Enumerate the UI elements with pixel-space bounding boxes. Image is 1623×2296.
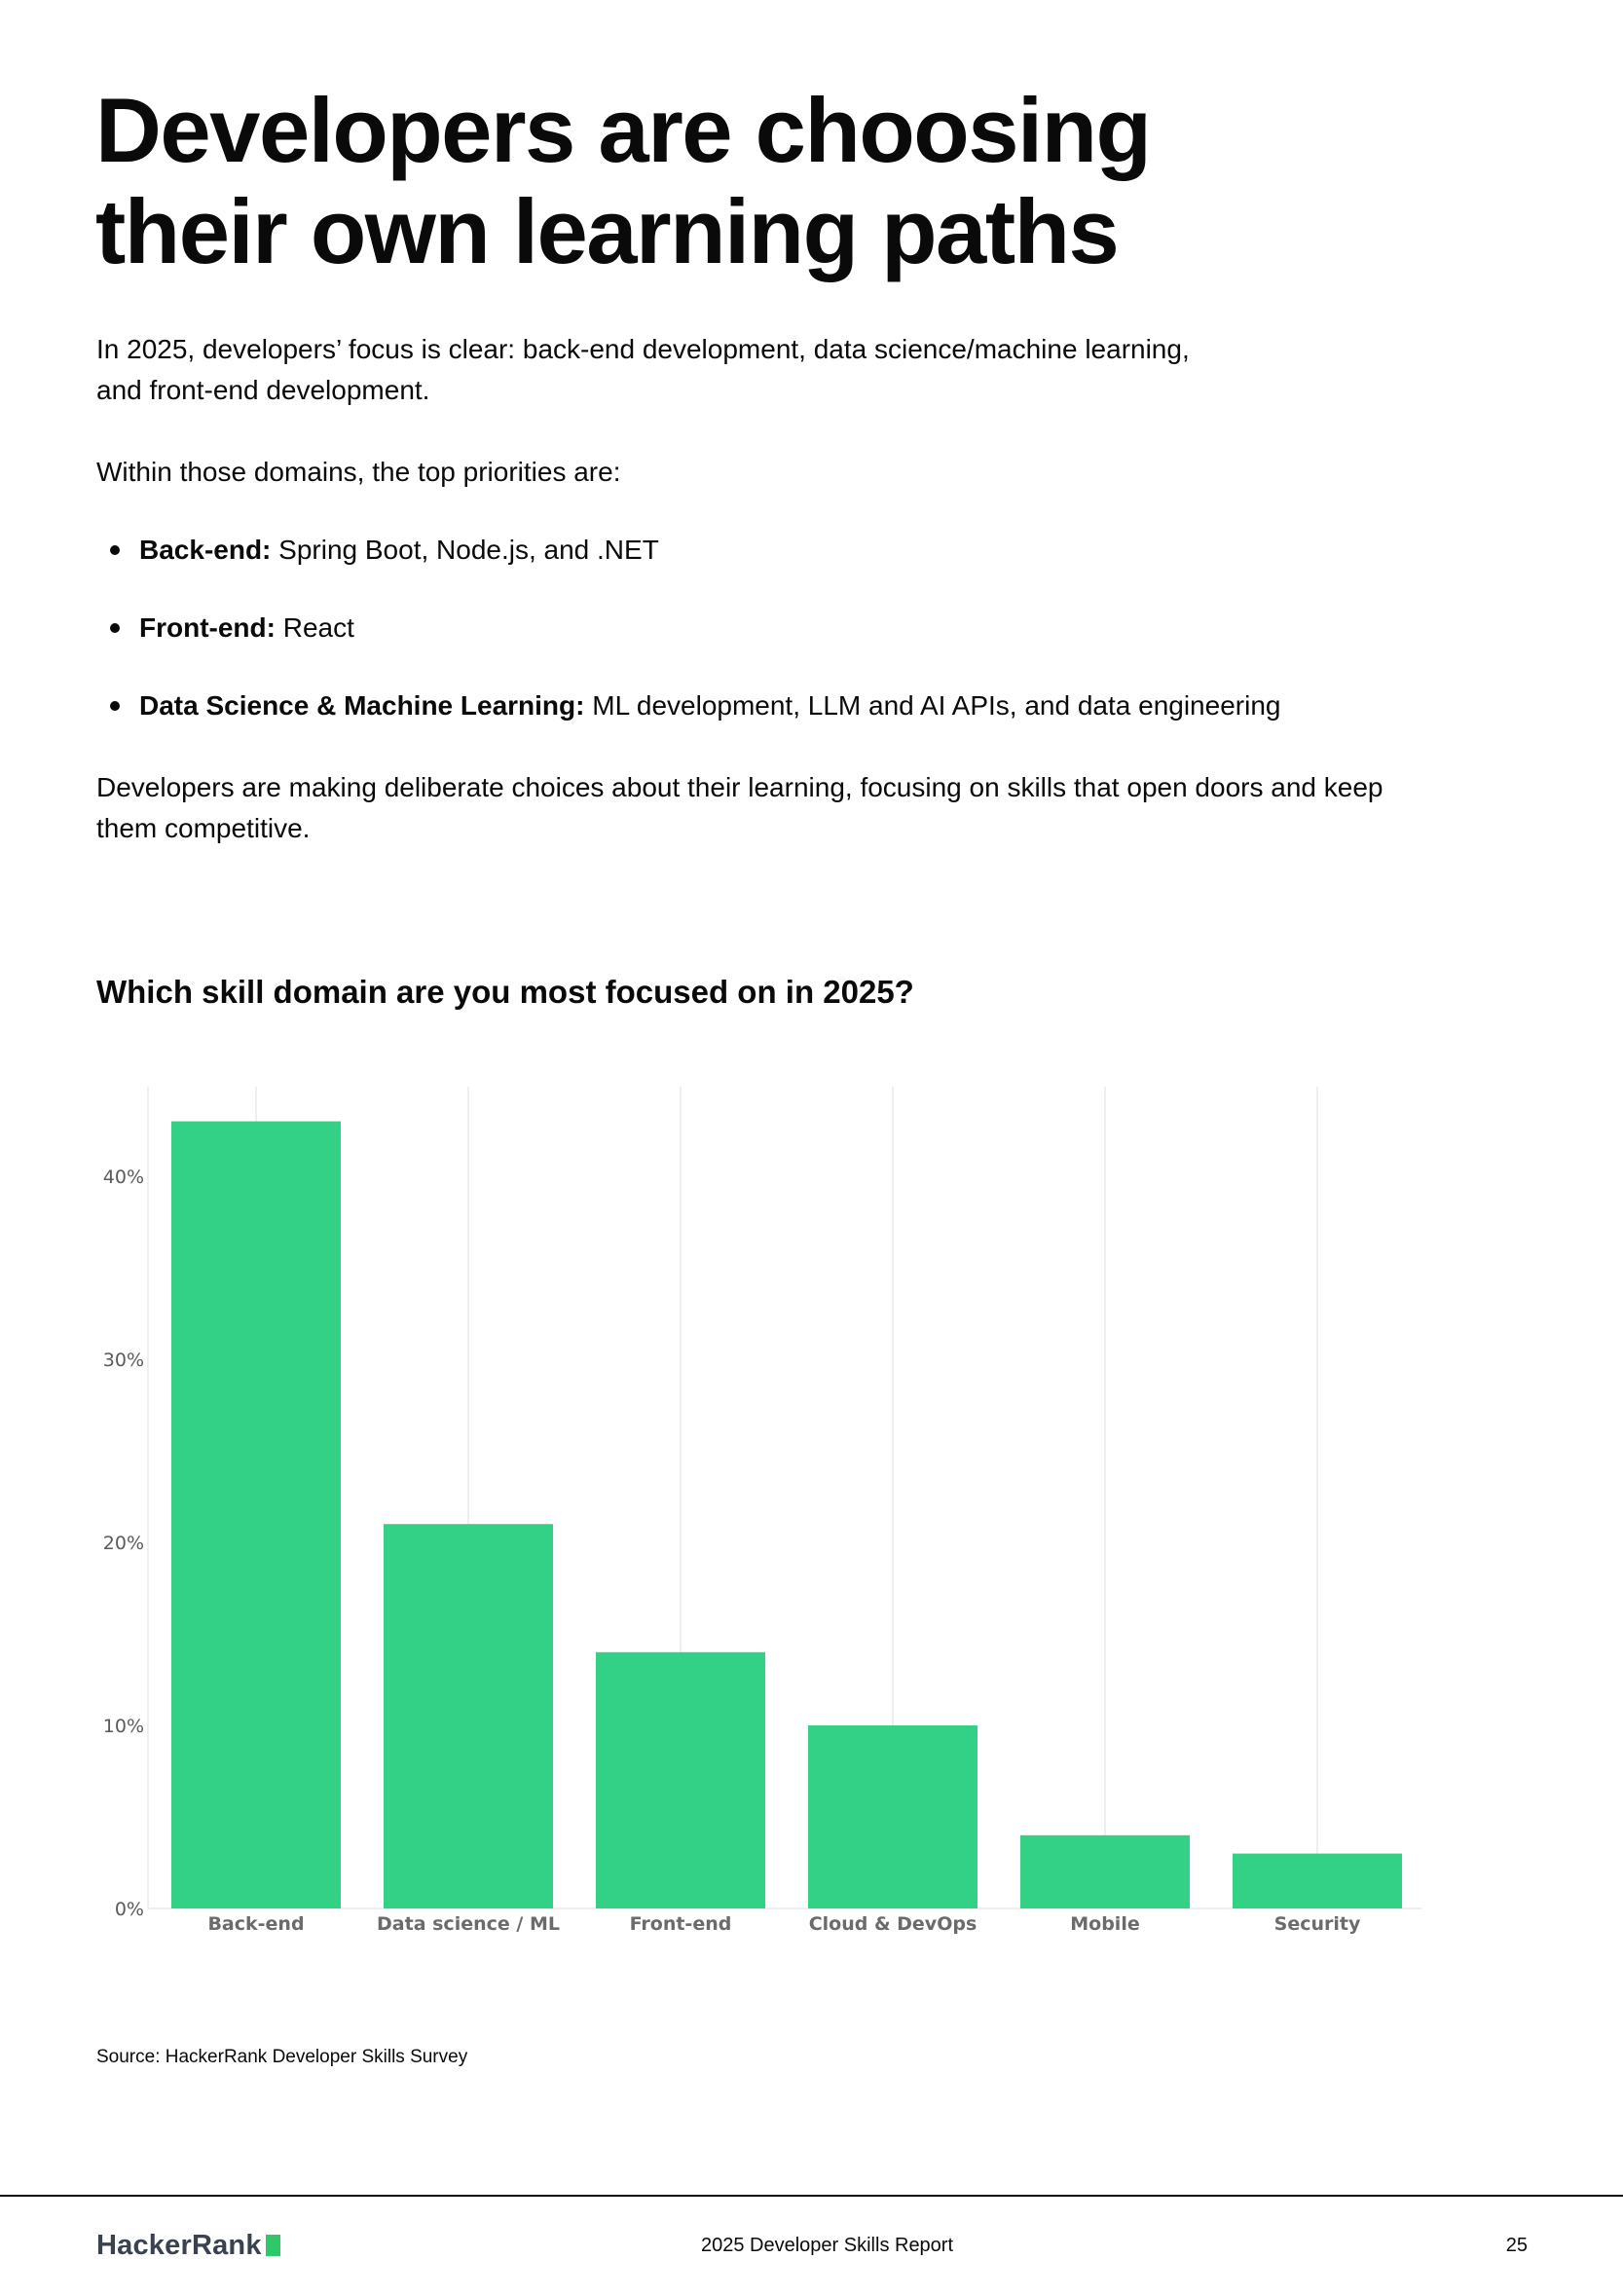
domains-lead: Within those domains, the top priorities are: bbox=[96, 457, 621, 487]
category-label: Back-end bbox=[207, 1913, 305, 1935]
page-number: 25 bbox=[1505, 2235, 1528, 2256]
bar-cloud-devops bbox=[808, 1725, 977, 1908]
bar-security bbox=[1233, 1854, 1402, 1908]
bullet-icon bbox=[110, 545, 120, 555]
closing-paragraph bbox=[96, 767, 1459, 849]
priority-label: Front-end: bbox=[139, 612, 276, 643]
priority-item bbox=[96, 685, 1280, 726]
bar-mobile bbox=[1020, 1835, 1190, 1908]
priority-text: Spring Boot, Node.js, and .NET bbox=[271, 535, 659, 565]
closing-line: Developers are making deliberate choices about their learning, focusing on skills that open doors and keep bbox=[96, 772, 1383, 802]
bar-back-end bbox=[171, 1122, 341, 1908]
intro-line: and front-end development. bbox=[96, 375, 430, 405]
intro-line: In 2025, developers’ focus is clear: back-end development, data science/machine learning, bbox=[96, 334, 1190, 364]
page-title-line: their own learning paths bbox=[95, 180, 1119, 282]
y-tick-label: 30% bbox=[102, 1350, 144, 1371]
footer-divider bbox=[0, 2195, 1623, 2197]
priority-text: ML development, LLM and AI APIs, and data engineering bbox=[584, 690, 1281, 721]
category-label: Cloud & DevOps bbox=[808, 1913, 977, 1935]
bullet-icon bbox=[110, 701, 120, 711]
y-tick-label: 10% bbox=[102, 1716, 144, 1737]
y-tick-label: 20% bbox=[102, 1533, 144, 1554]
bar-chart-svg bbox=[0, 1071, 1623, 1967]
y-tick-label: 40% bbox=[102, 1167, 144, 1188]
bullet-icon bbox=[110, 623, 120, 633]
bar-chart bbox=[0, 1071, 1623, 1967]
page-title-line: Developers are choosing bbox=[95, 79, 1151, 181]
intro-paragraph bbox=[96, 329, 1459, 411]
report-name: 2025 Developer Skills Report bbox=[701, 2235, 954, 2256]
bar-data-science-ml bbox=[384, 1524, 553, 1908]
priority-item bbox=[96, 530, 1280, 571]
priority-label: Back-end: bbox=[139, 535, 272, 565]
priority-label: Data Science & Machine Learning: bbox=[139, 690, 585, 721]
closing-line: them competitive. bbox=[96, 813, 311, 843]
category-label: Data science / ML bbox=[377, 1913, 560, 1935]
category-label: Security bbox=[1273, 1913, 1361, 1935]
hackerrank-logo bbox=[96, 2226, 280, 2265]
bar-front-end bbox=[596, 1652, 765, 1908]
logo-mark-icon bbox=[266, 2235, 280, 2256]
priority-item bbox=[96, 608, 1280, 648]
y-tick-label: 0% bbox=[114, 1899, 144, 1920]
priority-text: React bbox=[275, 612, 354, 643]
page-title bbox=[95, 80, 1264, 282]
logo-text: HackerRank bbox=[96, 2229, 262, 2261]
category-label: Mobile bbox=[1070, 1913, 1140, 1935]
category-label: Front-end bbox=[629, 1913, 732, 1935]
source-note: Source: HackerRank Developer Skills Survey bbox=[96, 2047, 468, 2067]
chart-question: Which skill domain are you most focused on in 2025? bbox=[96, 974, 914, 1010]
priority-list bbox=[96, 530, 1280, 763]
